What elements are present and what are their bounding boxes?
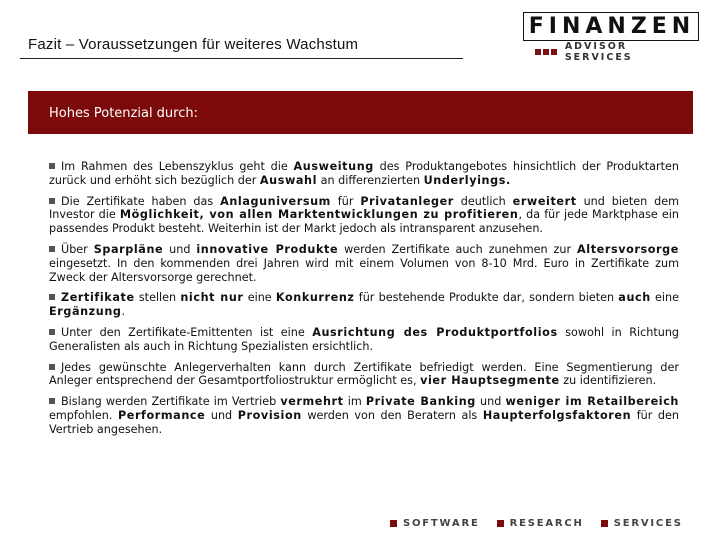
text-run: eine <box>650 291 679 305</box>
text-run: für <box>330 194 361 208</box>
bullet-item <box>49 160 679 188</box>
text-run: und bieten dem Investor die <box>49 194 679 222</box>
bullet-square-icon <box>49 163 55 169</box>
bold-text: vier Hauptsegmente <box>420 374 560 388</box>
bullet-item <box>49 395 679 436</box>
bold-text: Ausrichtung des Produktportfolios <box>312 325 558 339</box>
title-underline <box>20 58 463 59</box>
text-run: , da für jede Marktphase ein passendes Produkt besteht. Weiterhin ist der Markt jedoch als intransparent anzusehen. <box>49 208 679 236</box>
text-run: und <box>163 242 197 256</box>
bold-text: Anlaguniversum <box>220 194 331 208</box>
text-run: Bislang werden Zertifikate im Vertrieb <box>61 395 281 409</box>
text-run: deutlich <box>453 194 513 208</box>
text-run: Die Zertifikate haben das <box>61 194 221 208</box>
text-run: und <box>205 408 238 422</box>
footer-item-services <box>601 518 683 529</box>
bold-text: vermehrt <box>280 395 344 409</box>
text-run: Jedes gewünschte Anlegerverhalten kann durch Zertifikate befriedigt werden. Eine Segmentierung der Anleger entsprechend der Gesamtportfoliostruktur ermöglicht es, <box>49 360 679 388</box>
text-run: sowohl in Richtung Generalisten als auch in Richtung Spezialisten ersichtlich. <box>49 325 680 353</box>
bold-text: innovative Produkte <box>196 242 339 256</box>
bold-text: auch <box>618 291 651 305</box>
finanzen-logo <box>523 12 699 62</box>
logo-subtitle-row <box>535 41 699 63</box>
section-banner <box>28 91 693 134</box>
text-run: Unter den Zertifikate-Emittenten ist eine <box>61 325 313 339</box>
page-title: Fazit – Voraussetzungen für weiteres Wachstum <box>28 36 359 53</box>
text-run: empfohlen. <box>49 408 118 422</box>
bullet-square-icon <box>49 364 55 370</box>
footer-item-software <box>390 518 480 529</box>
bold-text: Private Banking <box>365 395 476 409</box>
text-run: werden Zertifikate auch zunehmen zur <box>338 242 578 256</box>
logo-subtitle: ADVISOR SERVICES <box>564 41 633 63</box>
bullet-item <box>49 361 679 389</box>
bold-text: Underlyings. <box>423 173 511 187</box>
bold-text: weniger im Retailbereich <box>505 395 679 409</box>
text-run: stellen <box>134 291 181 305</box>
bullet-item <box>49 243 679 284</box>
bullet-square-icon <box>49 198 55 204</box>
bold-text: Zertifikate <box>61 291 135 305</box>
footer-label: RESEARCH <box>509 518 584 529</box>
footer-square-icon <box>390 520 397 527</box>
text-run: an differenzierten <box>317 173 424 187</box>
text-run: . <box>121 305 126 319</box>
bold-text: Möglichkeit, von allen Marktentwicklungen zu profitieren <box>119 208 519 222</box>
text-run: Im Rahmen des Lebenszyklus geht die <box>61 160 294 173</box>
bullet-square-icon <box>49 294 55 300</box>
text-run: zu identifizieren. <box>559 374 657 388</box>
footer-square-icon <box>497 520 504 527</box>
text-run: eingesetzt. In den kommenden drei Jahren wird mit einem Volumen von 8-10 Mrd. Euro in Zertifikate zum Zweck der Altersvorsorge gerechnet. <box>49 256 679 284</box>
bold-text: Ergänzung <box>49 305 122 319</box>
bullet-item <box>49 326 679 354</box>
logo-wordmark: FINANZEN <box>528 14 696 39</box>
bold-text: Privatanleger <box>360 194 454 208</box>
text-run: eine <box>243 291 276 305</box>
footer-label: SOFTWARE <box>403 518 480 529</box>
bullet-item <box>49 291 679 319</box>
bold-text: Konkurrenz <box>275 291 355 305</box>
text-run: werden von den Beratern als <box>301 408 483 422</box>
text-run: im <box>343 395 366 409</box>
footer-nav <box>390 518 700 529</box>
bullet-square-icon <box>49 246 55 252</box>
bold-text: Altersvorsorge <box>577 242 679 256</box>
banner-text: Hohes Potenzial durch: <box>49 106 198 121</box>
bold-text: Provision <box>237 408 302 422</box>
bold-text: Ausweitung <box>293 160 374 173</box>
logo-square-icon <box>543 49 549 55</box>
bold-text: nicht nur <box>180 291 244 305</box>
bold-text: erweitert <box>512 194 577 208</box>
logo-square-icon <box>551 49 557 55</box>
footer-square-icon <box>601 520 608 527</box>
text-run: und <box>475 395 506 409</box>
footer-item-research <box>497 518 584 529</box>
bullet-item <box>49 195 679 236</box>
bullet-list <box>49 160 679 444</box>
bullet-square-icon <box>49 398 55 404</box>
bold-text: Haupterfolgsfaktoren <box>482 408 632 422</box>
text-run: für bestehende Produkte dar, sondern bieten <box>354 291 619 305</box>
text-run: Über <box>61 242 94 256</box>
logo-wordmark-box <box>523 12 699 41</box>
footer-label: SERVICES <box>613 518 683 529</box>
bold-text: Performance <box>117 408 206 422</box>
bold-text: Auswahl <box>259 173 318 187</box>
bullet-square-icon <box>49 329 55 335</box>
text-run: für den Vertrieb angesehen. <box>49 408 679 436</box>
logo-square-icon <box>535 49 541 55</box>
text-run: des Produktangebotes hinsichtlich der Produktarten zurück und erhöht sich bezüglich der <box>49 160 679 187</box>
bold-text: Sparpläne <box>93 242 164 256</box>
